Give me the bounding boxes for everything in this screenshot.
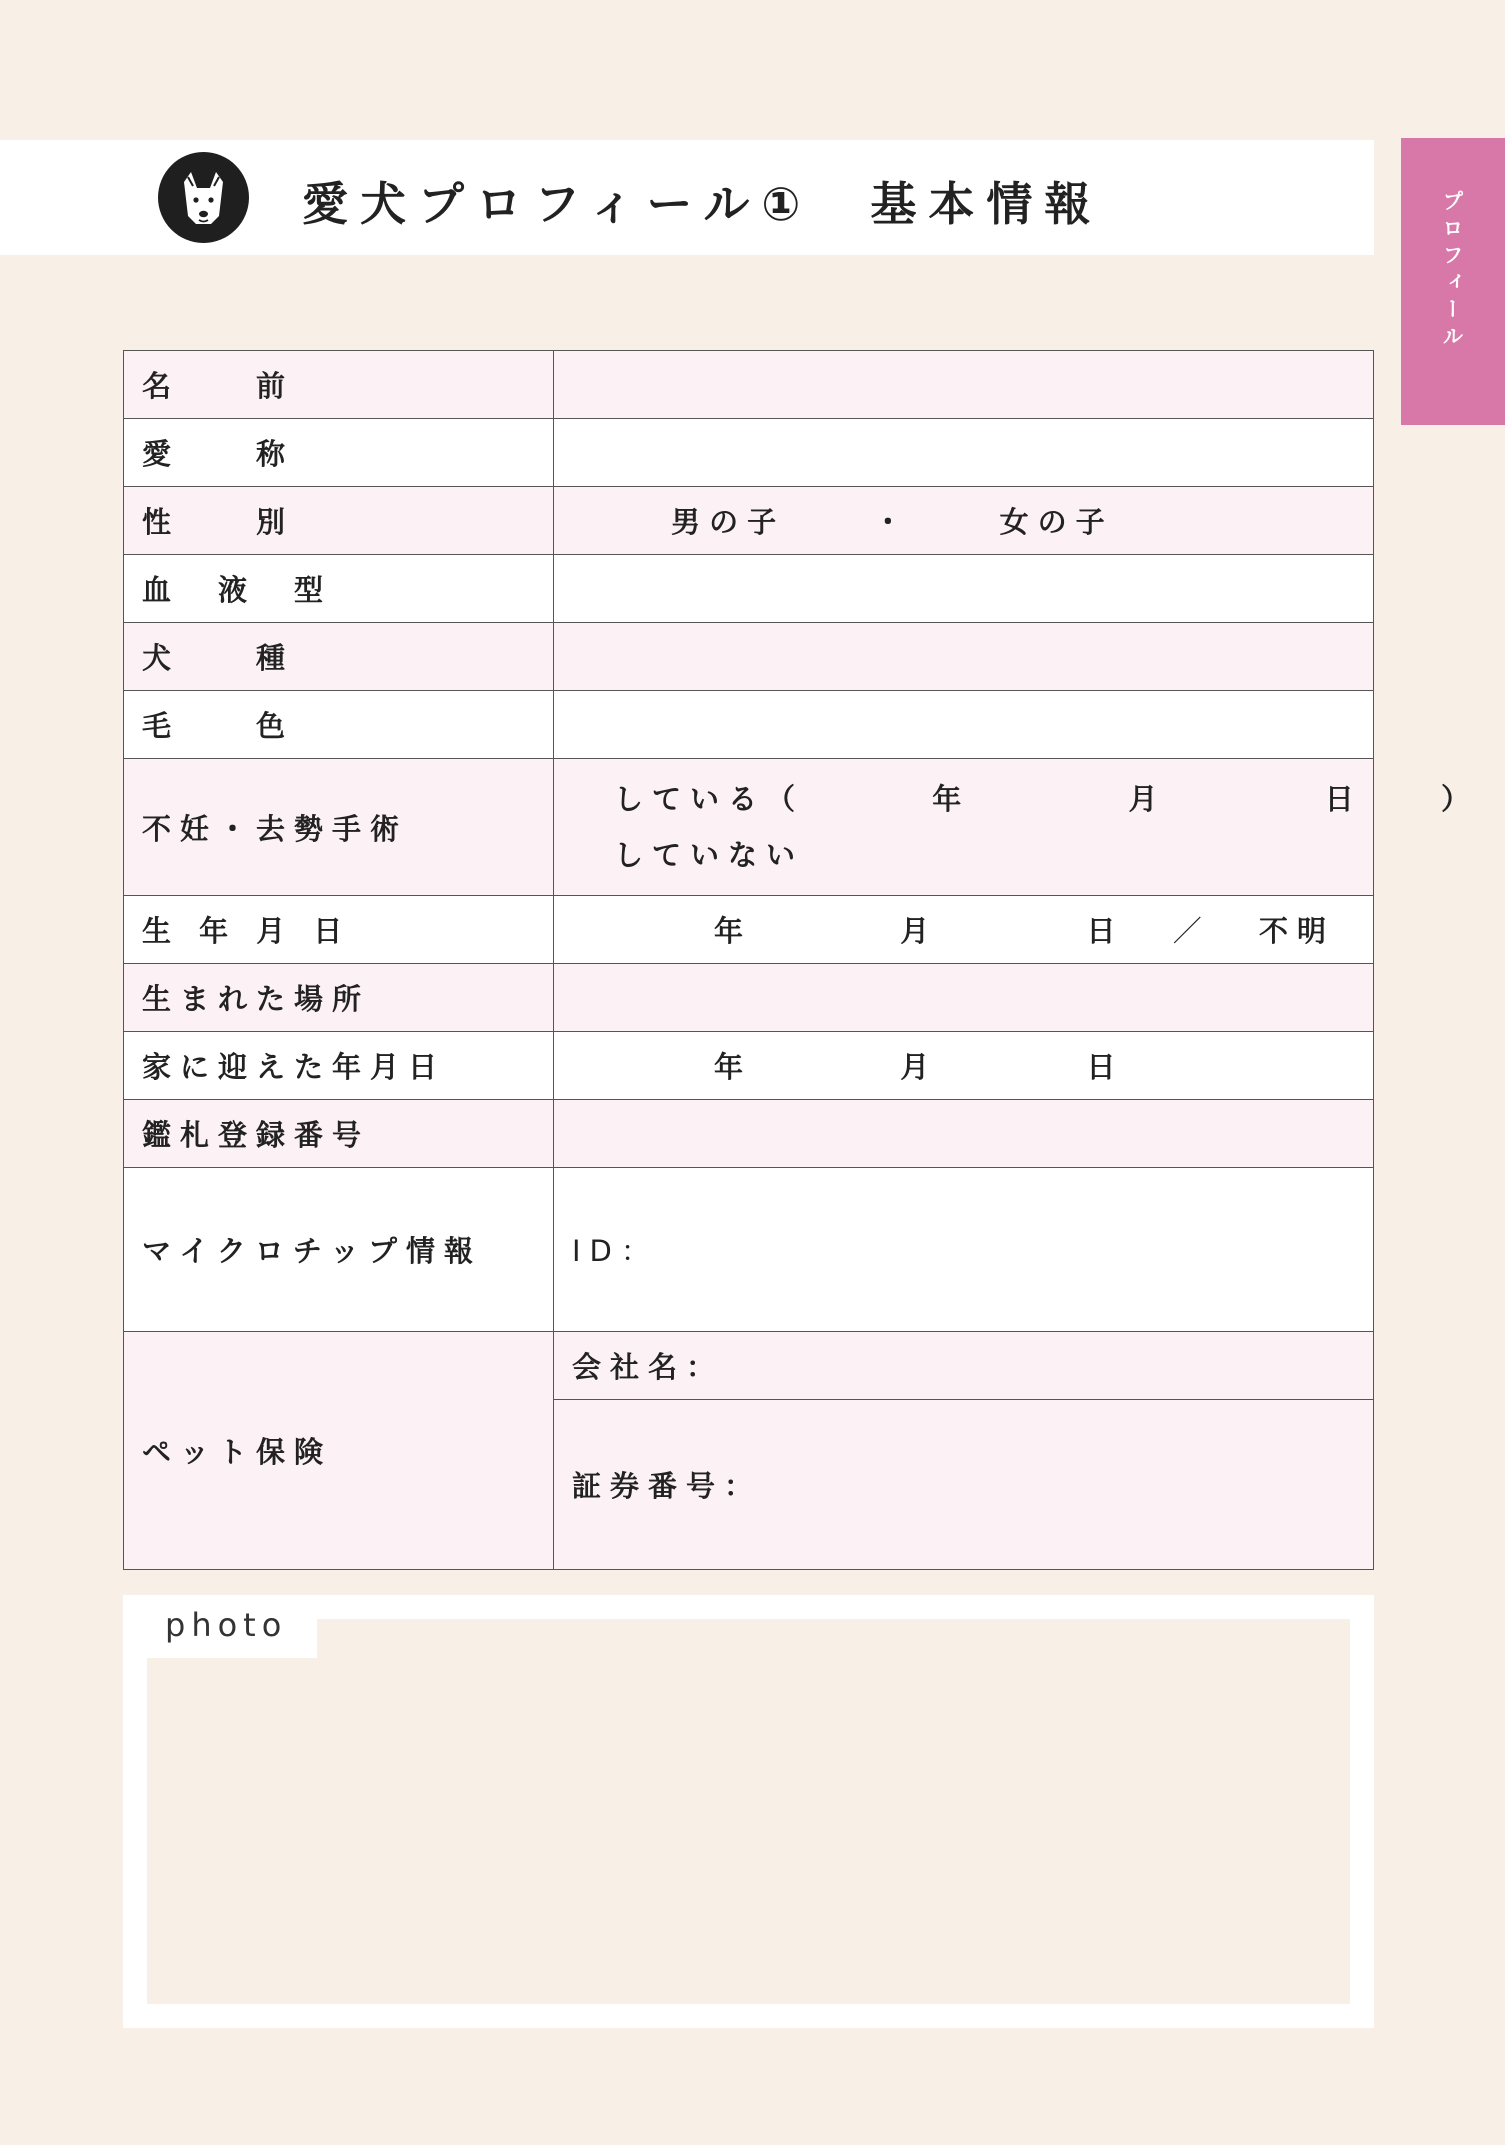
label-birthday: 生 年 月 日: [124, 896, 554, 964]
field-birthday[interactable]: [554, 896, 1374, 964]
neuter-yes-option[interactable]: している（: [614, 782, 805, 816]
row-tag: [124, 1100, 1374, 1168]
photo-area[interactable]: [147, 1619, 1350, 2004]
adopted-year-unit: 年: [714, 1050, 753, 1084]
field-birthplace[interactable]: [554, 964, 1374, 1032]
field-blood[interactable]: [554, 555, 1374, 623]
label-sex: 性 別: [124, 487, 554, 555]
label-blood: 血 液 型: [124, 555, 554, 623]
field-insurance-policy[interactable]: [554, 1400, 1374, 1570]
insurance-policy-label: 証券番号：: [572, 1469, 763, 1503]
photo-label: photo: [147, 1595, 317, 1658]
neuter-day-unit: 日: [1324, 782, 1363, 816]
label-chip: マイクロチップ情報: [124, 1168, 554, 1332]
row-adopted: [124, 1032, 1374, 1100]
field-neuter[interactable]: [554, 759, 1479, 896]
sex-male-option[interactable]: 男の子: [671, 505, 786, 539]
sex-separator: ・: [873, 505, 912, 539]
label-neuter: 不妊・去勢手術: [124, 759, 554, 896]
row-breed: [124, 623, 1374, 691]
dog-face-icon: [158, 152, 249, 243]
neuter-close-paren: ）: [1440, 782, 1479, 816]
label-nickname: 愛 称: [124, 419, 554, 487]
row-coat: [124, 691, 1374, 759]
page-title: 愛犬プロフィール① 基本情報: [302, 177, 1103, 231]
label-adopted: 家に迎えた年月日: [124, 1032, 554, 1100]
row-sex: [124, 487, 1374, 555]
field-chip[interactable]: [554, 1168, 1374, 1332]
field-nickname[interactable]: [554, 419, 1374, 487]
neuter-no-option[interactable]: していない: [614, 838, 805, 872]
adopted-month-unit: 月: [900, 1050, 939, 1084]
birthday-slash: ／: [1172, 914, 1211, 948]
neuter-month-unit: 月: [1128, 782, 1167, 816]
side-tab-profile[interactable]: [1401, 138, 1505, 425]
insurance-company-label: 会社名：: [572, 1350, 725, 1384]
row-neuter: [124, 759, 1374, 896]
label-insurance: ペット保険: [124, 1332, 554, 1570]
profile-form-table: [123, 350, 1479, 1570]
sex-female-option[interactable]: 女の子: [999, 505, 1114, 539]
birthday-year-unit: 年: [714, 914, 753, 948]
adopted-day-unit: 日: [1086, 1050, 1125, 1084]
side-tab-label: プロフィール: [1440, 190, 1464, 352]
field-tag[interactable]: [554, 1100, 1374, 1168]
birthday-month-unit: 月: [900, 914, 939, 948]
row-name: [124, 351, 1374, 419]
birthday-day-unit: 日: [1086, 914, 1125, 948]
row-birthday: [124, 896, 1374, 964]
label-breed: 犬 種: [124, 623, 554, 691]
row-blood: [124, 555, 1374, 623]
label-tag: 鑑札登録番号: [124, 1100, 554, 1168]
label-name: 名 前: [124, 351, 554, 419]
chip-id-label: ID：: [572, 1234, 659, 1268]
label-birthplace: 生まれた場所: [124, 964, 554, 1032]
birthday-unknown-option[interactable]: 不明: [1258, 914, 1335, 948]
row-chip: [124, 1168, 1374, 1332]
header-bar: [0, 140, 1374, 255]
field-adopted[interactable]: [554, 1032, 1374, 1100]
field-insurance-company[interactable]: [554, 1332, 1374, 1400]
row-nickname: [124, 419, 1374, 487]
field-breed[interactable]: [554, 623, 1374, 691]
row-birthplace: [124, 964, 1374, 1032]
neuter-year-unit: 年: [932, 782, 971, 816]
field-coat[interactable]: [554, 691, 1374, 759]
field-sex[interactable]: [554, 487, 1374, 555]
label-coat: 毛 色: [124, 691, 554, 759]
photo-frame: [123, 1595, 1374, 2028]
field-name[interactable]: [554, 351, 1374, 419]
row-insurance-company: [124, 1332, 1374, 1400]
